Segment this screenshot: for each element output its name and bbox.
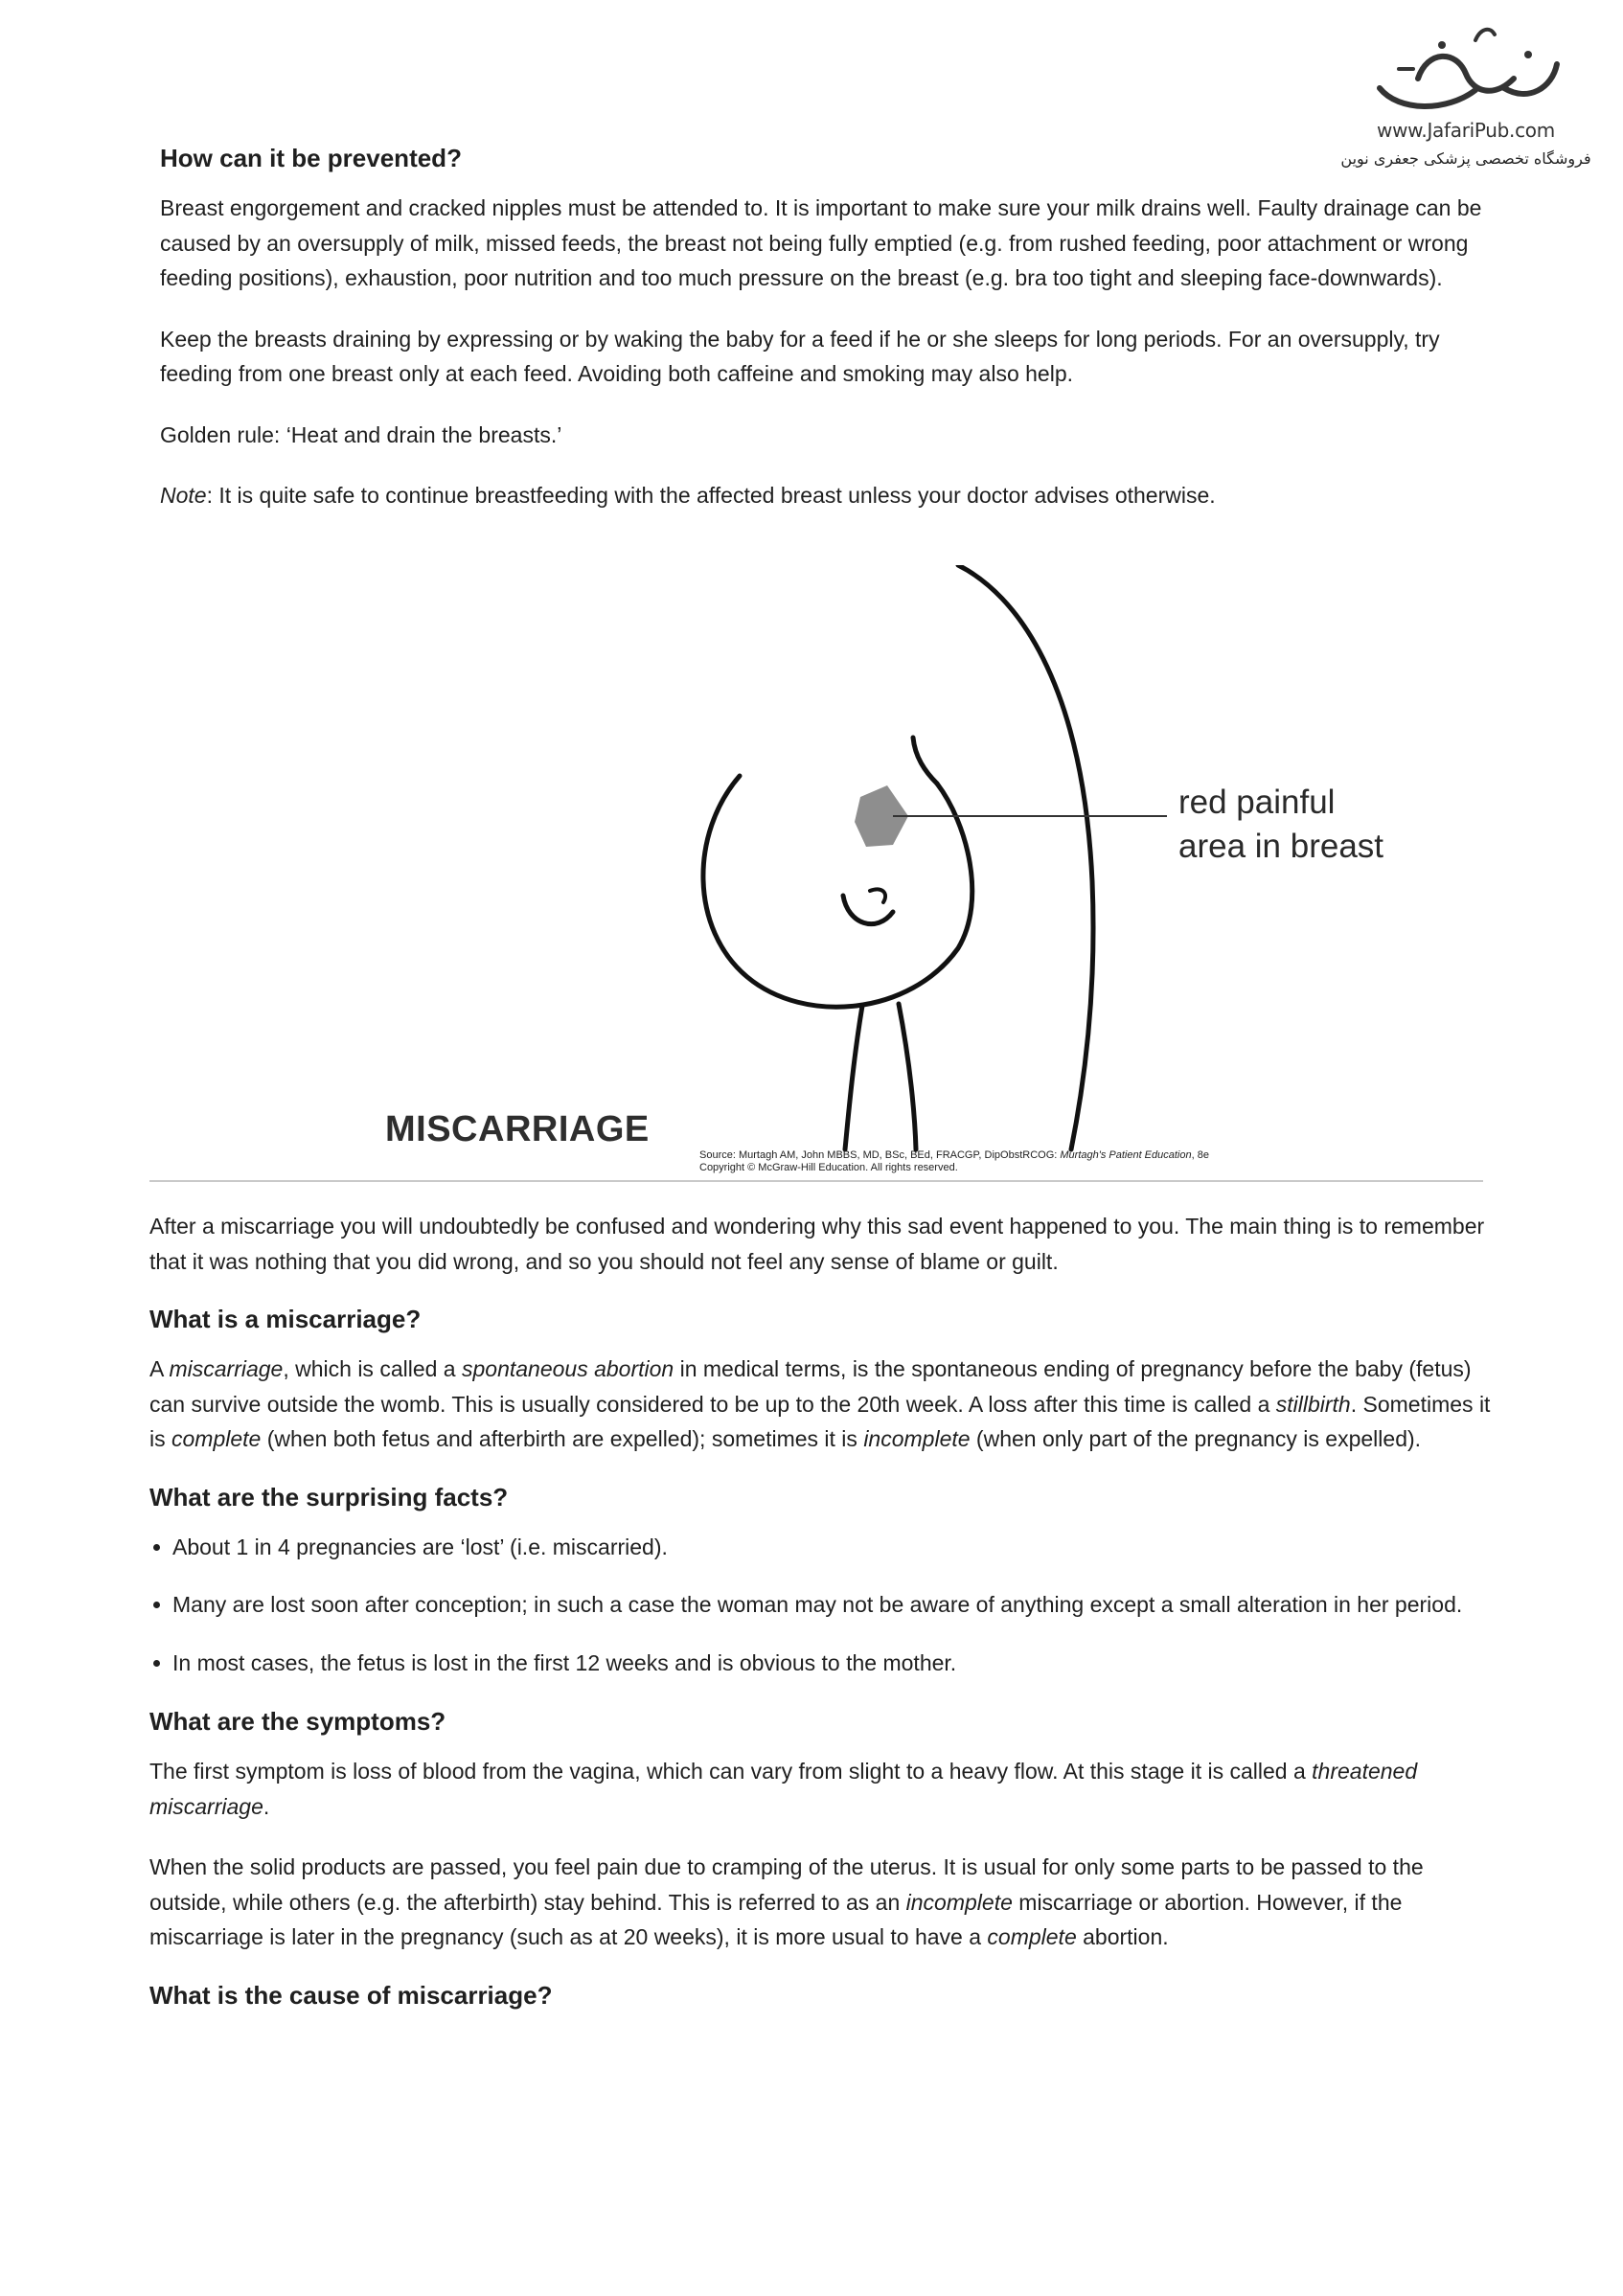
text-run: The first symptom is loss of blood from the vagina, which can vary from slight to a heavy flow. At this stage it is called a [149, 1759, 1313, 1784]
emphasis-run: stillbirth [1275, 1391, 1351, 1417]
note-label: Note [160, 483, 207, 508]
list-item: About 1 in 4 pregnancies are ‘lost’ (i.e. miscarried). [172, 1530, 1491, 1565]
what-is-paragraph [149, 1352, 1491, 1457]
miscarriage-title: MISCARRIAGE [385, 1109, 650, 1149]
text-run: When the solid products are passed, you feel pain due to cramping of the uterus. It is usual for only some parts to be passed to the outside, while others (e.g. the afterbirth) stay behind. This is referred to as an [149, 1854, 1424, 1915]
symptoms-paragraph-2 [149, 1850, 1491, 1955]
text-run: . Sometimes it is [149, 1391, 1491, 1451]
breast-figure [671, 565, 1437, 1178]
prevention-paragraph-2: Keep the breasts draining by expressing or by waking the baby for a feed if he or she sleeps for long periods. For an oversupply, try feeding from one breast only at each feed. Avoiding both caffeine and smoking may also help. [160, 326, 1440, 386]
source-suffix: , 8e [1191, 1149, 1209, 1161]
emphasis-run: incomplete [863, 1426, 971, 1451]
facts-list [149, 1530, 1491, 1681]
figure-source [699, 1149, 1209, 1174]
note-text: : It is quite safe to continue breastfeeding with the affected breast unless your doctor advises otherwise. [206, 483, 1216, 508]
symptoms-paragraph-1 [149, 1754, 1491, 1824]
miscarriage-section [149, 1209, 1491, 2028]
text-run: miscarriage or abortion. However, if the miscarriage is later in the pregnancy (such as at 20 weeks), it is more usual to have a [149, 1889, 1403, 1949]
prevention-section [160, 144, 1492, 539]
calligraphy-logo-icon [1360, 21, 1571, 117]
logo-tagline: فروشگاه تخصصی پزشکی جعفری نوین [1340, 149, 1591, 168]
source-copyright: Copyright © McGraw-Hill Education. All rights reserved. [699, 1162, 958, 1173]
text-run: (when only part of the pregnancy is expelled). [970, 1426, 1422, 1451]
section-divider [149, 1180, 1483, 1182]
text-run: in medical terms, is the spontaneous ending of pregnancy before the baby (fetus) can survive outside the womb. This is usually considered to be up to the 20th week. A loss after this time is called a [149, 1356, 1472, 1417]
breast-illustration [671, 565, 1437, 1178]
list-item: In most cases, the fetus is lost in the first 12 weeks and is obvious to the mother. [172, 1646, 1491, 1681]
heading-cause: What is the cause of miscarriage? [149, 1980, 553, 2010]
source-prefix: Source: Murtagh AM, John MBBS, MD, BSc, BEd, FRACGP, DipObstRCOG: [699, 1149, 1061, 1161]
figure-label-line-1: red painful [1178, 784, 1336, 821]
heading-prevention: How can it be prevented? [160, 144, 462, 172]
text-run: . [263, 1793, 270, 1819]
emphasis-run: complete [987, 1924, 1077, 1949]
figure-label-line-2: area in breast [1178, 828, 1384, 865]
miscarriage-intro: After a miscarriage you will undoubtedly be confused and wondering why this sad event happened to you. The main thing is to remember that it was nothing that you did wrong, and so you should not feel any sense of blame or guilt. [149, 1214, 1485, 1274]
figure-label [1178, 781, 1383, 869]
text-run: , which is called a [283, 1356, 462, 1381]
emphasis-run: complete [171, 1426, 262, 1451]
source-title: Murtagh's Patient Education [1060, 1149, 1192, 1161]
note-paragraph [160, 478, 1492, 513]
text-run: (when both fetus and afterbirth are expelled); sometimes it is [261, 1426, 864, 1451]
logo-url: www.JafariPub.com [1377, 119, 1555, 142]
emphasis-run: miscarriage [169, 1356, 284, 1381]
emphasis-run: incomplete [905, 1889, 1013, 1915]
heading-surprising-facts: What are the surprising facts? [149, 1482, 509, 1512]
golden-rule: Golden rule: ‘Heat and drain the breasts.’ [160, 421, 562, 447]
text-run: A [149, 1356, 170, 1381]
emphasis-run: spontaneous abortion [461, 1356, 674, 1381]
list-item: Many are lost soon after conception; in such a case the woman may not be aware of anything except a small alteration in her period. [172, 1587, 1491, 1623]
text-run: abortion. [1076, 1924, 1169, 1949]
heading-symptoms: What are the symptoms? [149, 1707, 446, 1736]
prevention-paragraph-1: Breast engorgement and cracked nipples must be attended to. It is important to make sure your milk drains well. Faulty drainage can be caused by an oversupply of milk, missed feeds, the breast not being fully emptied (e.g. from rushed feeding, poor attachment or wrong feeding positions), exhaustion, poor nutrition and too much pressure on the breast (e.g. bra too tight and sleeping face-downwards). [160, 195, 1482, 290]
emphasis-run: threatened miscarriage [149, 1759, 1418, 1819]
heading-what-is-miscarriage: What is a miscarriage? [149, 1305, 422, 1333]
